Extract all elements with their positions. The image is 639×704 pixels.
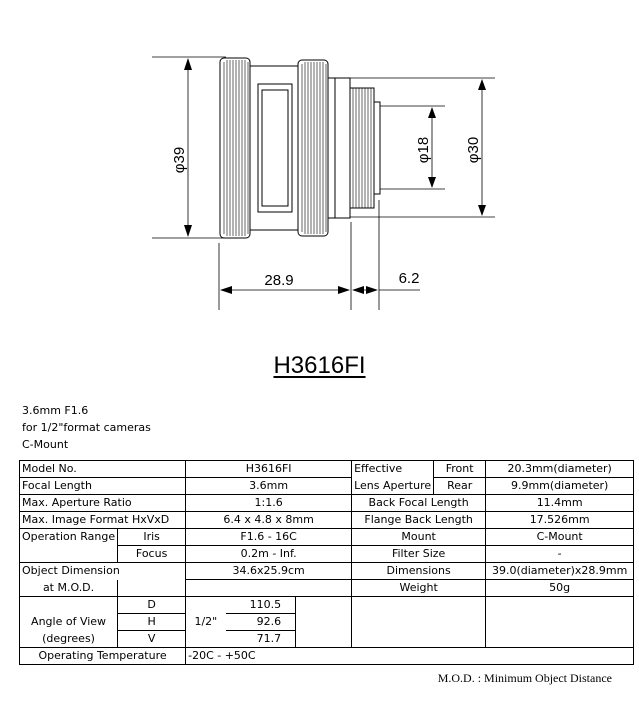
weight-value: 50g — [486, 580, 634, 597]
model-title: H3616FI — [273, 352, 366, 379]
mount-value: C-Mount — [486, 529, 634, 546]
iris-label: Iris — [118, 529, 186, 546]
angle-blank — [296, 597, 352, 614]
format-label: 1/2" — [186, 614, 226, 631]
focal-length-label: Focal Length — [20, 478, 186, 495]
angle-of-view-label-2: (degrees) — [20, 631, 118, 648]
angle-d-label: D — [118, 597, 186, 614]
object-dimension-empty — [186, 580, 352, 597]
angle-h-label: H — [118, 614, 186, 631]
iris-value: F1.6 - 16C — [186, 529, 352, 546]
angle-v-label: V — [118, 631, 186, 648]
angle-d-value-cell — [226, 597, 296, 614]
max-aperture-value: 1:1.6 — [186, 495, 352, 512]
mount-label: Mount — [352, 529, 486, 546]
back-focal-label: Back Focal Length — [352, 495, 486, 512]
angle-blank-2 — [352, 597, 486, 614]
description — [22, 402, 151, 453]
object-dimension-value: 34.6x25.9cm — [186, 563, 352, 580]
angle-blank-3 — [486, 614, 634, 631]
dimensions-label: Dimensions — [352, 563, 486, 580]
object-dimension-label: Object Dimension — [20, 563, 186, 580]
angle-blank — [296, 631, 352, 648]
filter-size-value: - — [486, 546, 634, 563]
angle-v-value: 71.7 — [256, 632, 282, 645]
dim-inner-diameter: φ18 — [415, 136, 432, 164]
angle-v-value-cell — [226, 631, 296, 648]
rear-element — [374, 102, 380, 194]
focus-value: 0.2m - Inf. — [186, 546, 352, 563]
description-line: for 1/2"format cameras — [22, 421, 151, 434]
back-flange — [328, 78, 350, 218]
dim-outer-diameter: φ39 — [171, 146, 188, 174]
mod-note: M.O.D. : Minimum Object Distance — [437, 671, 612, 685]
spec-table — [19, 460, 634, 665]
back-focal-value: 11.4mm — [486, 495, 634, 512]
angle-blank-3 — [486, 631, 634, 648]
operating-temperature-label: Operating Temperature — [20, 648, 186, 665]
object-dimension-spacer — [118, 580, 186, 597]
front-value: 20.3mm(diameter) — [486, 461, 634, 478]
angle-blank-3 — [486, 597, 634, 614]
description-line: C-Mount — [22, 438, 69, 451]
dim-back-length: 6.2 — [398, 270, 420, 287]
lens-drawing — [0, 0, 639, 340]
flange-back-label: Flange Back Length — [352, 512, 486, 529]
lens-body — [250, 66, 298, 230]
angle-h-value: 92.6 — [256, 615, 282, 628]
angle-blank — [296, 614, 352, 631]
angle-format-spacer — [186, 597, 226, 614]
front-label: Front — [434, 461, 486, 478]
description-line: 3.6mm F1.6 — [22, 404, 89, 417]
focal-length-value: 3.6mm — [186, 478, 352, 495]
model-no-label: Model No. — [20, 461, 186, 478]
dimensions-value: 39.0(diameter)x28.9mm — [486, 563, 634, 580]
model-no-value: H3616FI — [186, 461, 352, 478]
focus-label: Focus — [118, 546, 186, 563]
effective-label: Effective — [352, 461, 434, 478]
object-dimension-label-2: at M.O.D. — [20, 580, 118, 597]
angle-blank-2 — [352, 631, 486, 648]
operation-range-spacer — [20, 546, 118, 563]
angle-blank-2 — [352, 614, 486, 631]
front-knurl-ring — [220, 58, 250, 238]
operating-temperature-value: -20C - +50C — [186, 648, 634, 665]
rear-value: 9.9mm(diameter) — [486, 478, 634, 495]
filter-size-label: Filter Size — [352, 546, 486, 563]
flange-back-value: 17.526mm — [486, 512, 634, 529]
max-format-value: 6.4 x 4.8 x 8mm — [186, 512, 352, 529]
max-format-label: Max. Image Format HxVxD — [20, 512, 186, 529]
rear-label: Rear — [434, 478, 486, 495]
dim-body-length: 28.9 — [264, 272, 294, 289]
max-aperture-label: Max. Aperture Ratio — [20, 495, 186, 512]
lens-window — [258, 84, 292, 212]
lens-aperture-label: Lens Aperture — [352, 478, 434, 495]
angle-format-spacer — [186, 631, 226, 648]
angle-of-view-label: Angle of View — [20, 614, 118, 631]
dim-mount-diameter: φ30 — [465, 136, 482, 164]
angle-spacer-top — [20, 597, 118, 614]
rear-knurl-ring — [298, 60, 328, 236]
weight-label: Weight — [352, 580, 486, 597]
angle-d-value: 110.5 — [249, 598, 282, 611]
operation-range-label: Operation Range — [20, 529, 118, 546]
angle-h-value-cell — [226, 614, 296, 631]
